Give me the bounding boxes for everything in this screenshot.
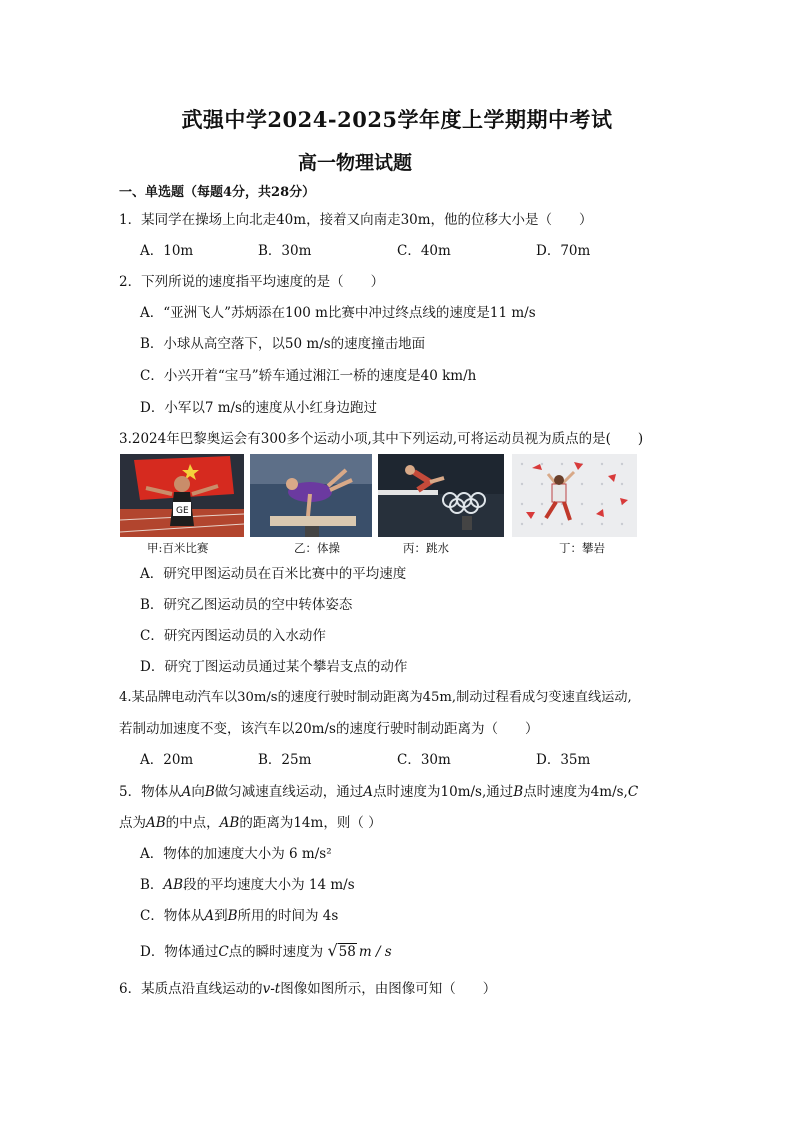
q5-text: 点时速度为10m/s,通过 (373, 784, 514, 800)
q5-text: 到 (214, 908, 228, 924)
bib-number: GE (176, 506, 189, 516)
question-4-option-d: D．35m (536, 752, 591, 768)
q5-var-b: B (227, 908, 238, 924)
question-3-stem: 3.2024年巴黎奥运会有300多个运动小项,其中下列运动,可将运动员视为质点的是( ) (119, 431, 644, 447)
q5-text: 点为 (119, 815, 146, 831)
caption-diving: 丙：跳水 (403, 541, 449, 555)
question-4-option-b: B．25m (258, 752, 312, 768)
q5-text: 点的瞬时速度为 (228, 944, 324, 960)
q5-var-c: C (627, 784, 639, 800)
question-4-option-c: C．30m (397, 752, 451, 768)
q5-var-ab: AB (163, 877, 184, 893)
question-3-option-c: C．研究丙图运动员的入水动作 (140, 628, 326, 644)
q5-var-ab: AB (219, 815, 240, 831)
question-2-option-b: B．小球从高空落下，以50 m/s的速度撞击地面 (140, 336, 426, 352)
question-1-option-a: A．10m (140, 243, 194, 259)
velocity-unit: m / s (358, 944, 392, 960)
q5-text: D．物体通过 (140, 944, 219, 960)
question-2-option-a: A．“亚洲飞人”苏炳添在100 m比赛中冲过终点线的速度是11 m/s (140, 305, 536, 321)
question-3-option-a: A．研究甲图运动员在百米比赛中的平均速度 (140, 566, 407, 582)
q5-text: 点时速度为4m/s, (523, 784, 628, 800)
q5-text: 所用的时间为 4s (237, 908, 339, 924)
caption-climbing: 丁：攀岩 (559, 541, 605, 555)
q5-var-b: B (204, 784, 215, 800)
q5-text: 的距离为14m，则（ ） (239, 815, 382, 831)
sqrt-radicand: 58 (338, 944, 356, 960)
q5-text: 的中点， (165, 815, 220, 831)
q5-text: 5．物体从 (119, 784, 182, 800)
q6-text: 图像如图所示，由图像可知（ ） (280, 981, 497, 997)
question-2-option-c: C．小兴开着“宝马”轿车通过湘江一桥的速度是40 km/h (140, 368, 477, 384)
question-5-option-d (140, 940, 392, 960)
question-5-option-b (140, 873, 355, 893)
question-1-option-d: D．70m (536, 243, 591, 259)
question-3-option-d: D．研究丁图运动员通过某个攀岩支点的动作 (140, 659, 408, 675)
q5-var-a: A (204, 908, 215, 924)
q5-text: 向 (191, 784, 205, 800)
question-4-stem-line2: 若制动加速度不变，该汽车以20m/s的速度行驶时制动距离为（ ） (119, 721, 539, 737)
q6-text: 6．某质点沿直线运动的 (119, 981, 263, 997)
question-5-stem-line1 (119, 780, 638, 800)
exam-subtitle: 高一物理试题 (298, 152, 413, 174)
caption-gymnastics: 乙：体操 (294, 541, 340, 555)
q5-var-c: C (218, 944, 229, 960)
question-1-option-c: C．40m (397, 243, 451, 259)
q5-var-ab: AB (146, 815, 166, 831)
q5-text: 做匀减速直线运动，通过 (214, 784, 364, 800)
question-2-stem: 2．下列所说的速度指平均速度的是（ ） (119, 274, 385, 290)
caption-sprint: 甲:百米比赛 (147, 541, 209, 555)
question-5-option-a: A．物体的加速度大小为 6 m/s² (140, 846, 332, 862)
question-5-stem-line2 (119, 811, 382, 831)
section-heading: 一、单选题（每题4分，共28分） (119, 185, 316, 200)
q5-text: C．物体从 (140, 908, 205, 924)
question-2-option-d: D．小军以7 m/s的速度从小红身边跑过 (140, 400, 377, 416)
question-3-option-b: B．研究乙图运动员的空中转体姿态 (140, 597, 353, 613)
photo-diving (378, 454, 504, 537)
exam-title: 武强中学2024-2025学年度上学期期中考试 (181, 107, 613, 132)
q5-text: B． (140, 877, 164, 893)
photo-climbing (512, 454, 637, 537)
photo-sprint (120, 454, 244, 537)
q5-text: 段的平均速度大小为 14 m/s (183, 877, 355, 893)
q6-vt-label: v-t (262, 981, 281, 997)
square-root: √58 (327, 941, 356, 960)
question-5-option-c (140, 904, 338, 924)
photo-gymnastics (250, 454, 372, 537)
question-1-option-b: B．30m (258, 243, 312, 259)
question-4-option-a: A．20m (140, 752, 194, 768)
q5-var-a: A (181, 784, 192, 800)
question-4-stem-line1: 4.某品牌电动汽车以30m/s的速度行驶时制动距离为45m,制动过程看成匀变速直线运动, (119, 690, 632, 705)
q5-var-a: A (363, 784, 374, 800)
question-1-stem: 1．某同学在操场上向北走40m，接着又向南走30m，他的位移大小是（ ） (119, 212, 593, 228)
q5-var-b: B (513, 784, 524, 800)
question-6-stem (119, 977, 496, 997)
